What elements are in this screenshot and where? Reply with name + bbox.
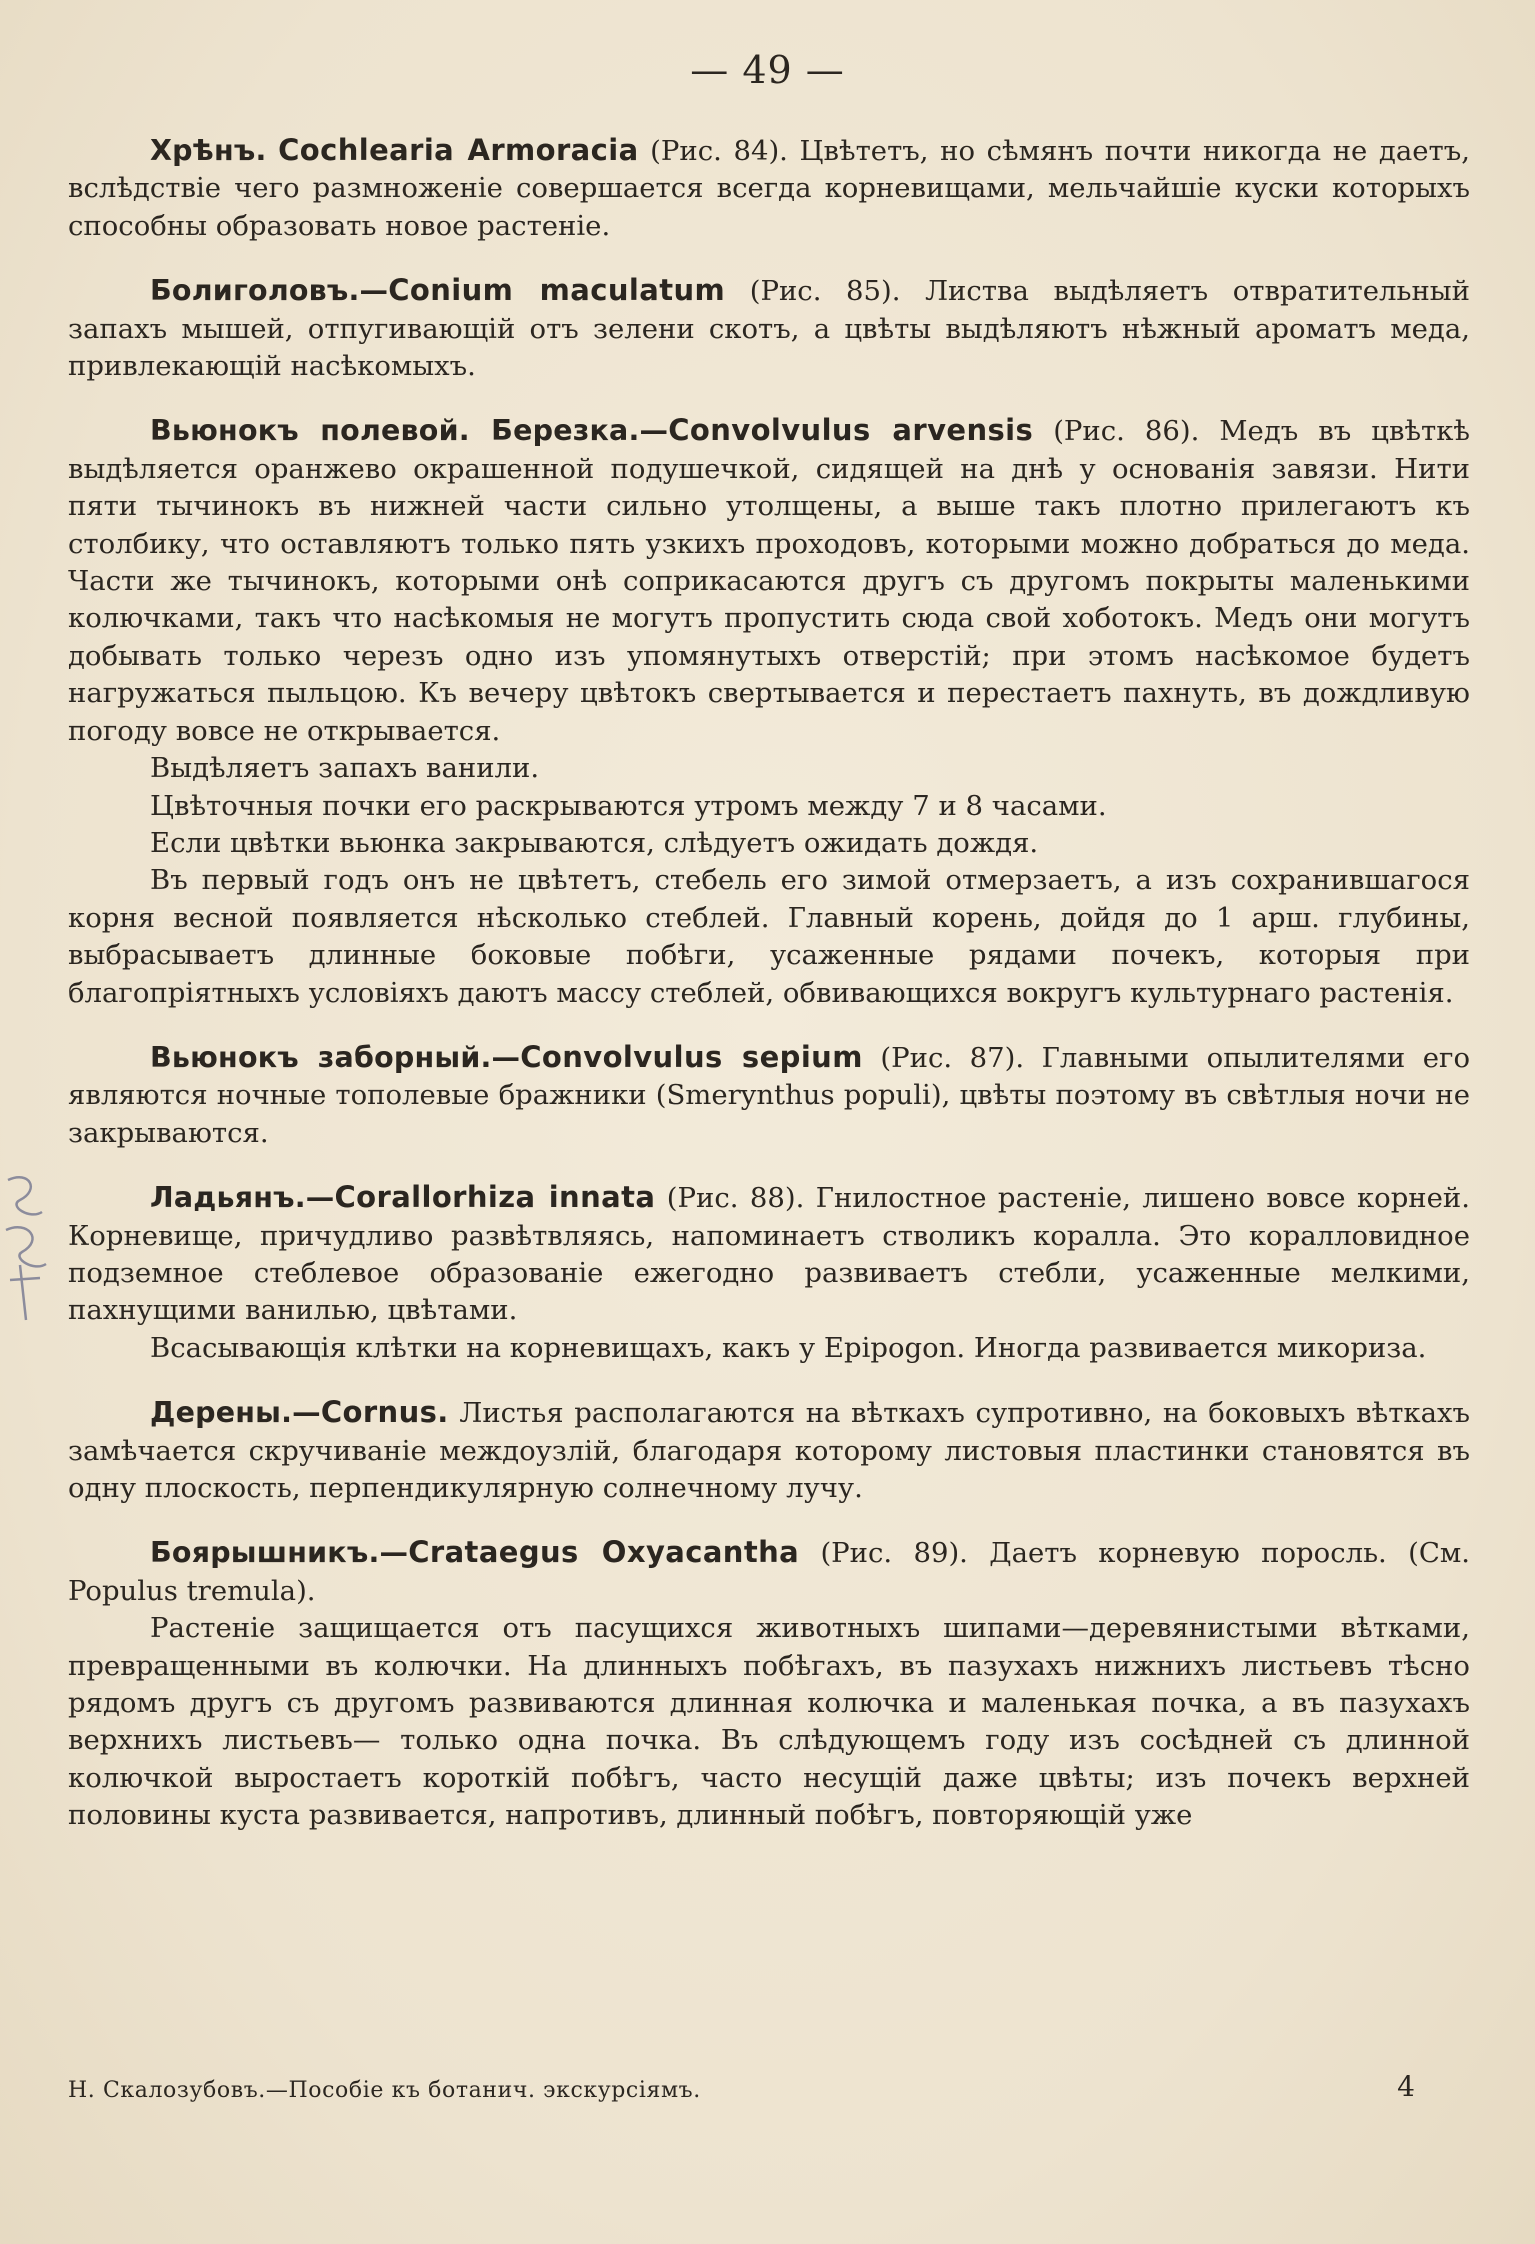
- entry-paragraph: Растеніе защищается отъ пасущихся животныхъ шипами—деревянистыми вѣтками, превращенными въ колючки. На длинныхъ побѣгахъ, въ пазухахъ нижнихъ листьевъ тѣсно рядомъ другъ съ другомъ развиваются длинная колючка и маленькая почка, а въ пазухахъ верхнихъ листьевъ— только одна почка. Въ слѣдующемъ году изъ сосѣдней съ длинной колючкой выростаетъ короткій побѣгъ, часто несущій даже цвѣты; изъ почекъ верхней половины куста развивается, напротивъ, длинный побѣгъ, повторяющій уже: [68, 1612, 1470, 1832]
- entry-text: (Рис. 89). Даетъ корневую поросль. (См. Populus tremula).: [68, 1537, 1470, 1607]
- entry-paragraph: Если цвѣтки вьюнка закрываются, слѣдуетъ ожидать дождя.: [150, 826, 1039, 859]
- signature-mark: 4: [1397, 2070, 1415, 2103]
- entry-title: Дерены.—: [150, 1396, 321, 1430]
- page-footer: Н. Скалозубовъ.—Пособіе къ ботанич. экскурсіямъ.: [68, 2078, 701, 2103]
- entry-vyunok-zaborny: [68, 1039, 1470, 1152]
- entry-title: Хрѣнъ.: [150, 134, 267, 167]
- entry-latin-name: Cochlearia Armoracia: [278, 133, 639, 167]
- entry-latin-name: Conium maculatum: [388, 273, 726, 308]
- page-content: [68, 132, 1470, 1862]
- entry-paragraph: Всасывающія клѣтки на корневищахъ, какъ у Epipogon. Иногда развивается микориза.: [150, 1331, 1427, 1364]
- entry-latin-name: Convolvulus arvensis: [668, 413, 1034, 448]
- entry-latin-name: Cornus.: [320, 1395, 449, 1430]
- entry-dereny: [68, 1394, 1470, 1507]
- page-number: — 49 —: [690, 48, 845, 92]
- entry-text: (Рис. 84). Цвѣтетъ, но сѣмянъ почти никогда не даетъ, вслѣдствіе чего размноженіе совершается всегда корневищами, мельчайшіе куски которыхъ способны образовать новое растеніе.: [68, 135, 1470, 242]
- entry-boligolov: [68, 272, 1470, 385]
- entry-title: Боярышникъ.—: [150, 1536, 409, 1570]
- entry-khren: [68, 132, 1470, 245]
- entry-title: Вьюнокъ заборный.—: [150, 1040, 521, 1074]
- entry-paragraph: Цвѣточныя почки его раскрываются утромъ между 7 и 8 часами.: [150, 789, 1107, 822]
- entry-ladyan: [68, 1179, 1470, 1367]
- entry-title: Ладьянъ.—: [150, 1181, 335, 1215]
- entry-text: Листья располагаются на вѣткахъ супротивно, на боковыхъ вѣткахъ замѣчается скручиваніе междоузлій, благодаря которому листовыя пластинки становятся въ одну плоскость, перпендикулярную солнечному лучу.: [68, 1397, 1470, 1504]
- entry-paragraph: Въ первый годъ онъ не цвѣтетъ, стебель его зимой отмерзаетъ, а изъ сохранившагося корня весной появляется нѣсколько стеблей. Главный корень, дойдя до 1 арш. глубины, выбрасываетъ длинные боковые побѣги, усаженные рядами почекъ, которыя при благопріятныхъ условіяхъ даютъ массу стеблей, обвивающихся вокругъ культурнаго растенія.: [68, 864, 1470, 1009]
- entry-boyaryshnik: [68, 1534, 1470, 1834]
- entry-text: (Рис. 85). Листва выдѣляетъ отвратительный запахъ мышей, отпугивающій отъ зелени скотъ, а цвѣты выдѣляютъ нѣжный ароматъ меда, привлекающій насѣкомыхъ.: [68, 275, 1471, 383]
- entry-paragraph: Выдѣляетъ запахъ ванили.: [150, 752, 540, 785]
- entry-title: Вьюнокъ полевой. Березка.—: [150, 414, 669, 448]
- entry-title: Болиголовъ.—: [150, 274, 389, 308]
- entry-text: (Рис. 87). Главными опылителями его являются ночные тополевые бражники (Smerynthus populi), цвѣты поэтому въ свѣтлыя ночи не закрываются.: [68, 1041, 1471, 1149]
- entry-text: (Рис. 88). Гнилостное растеніе, лишено вовсе корней. Корневище, причудливо развѣтвляясь, напоминаетъ стволикъ коралла. Это коралловидное подземное стеблевое образованіе ежегодно развиваетъ стебли, усаженные мелкими, пахнущими ванилью, цвѣтами.: [68, 1182, 1470, 1327]
- margin-pencil-marks: [0, 1160, 60, 1330]
- entry-latin-name: Convolvulus sepium: [520, 1039, 863, 1074]
- entry-vyunok-polevoy: [68, 412, 1470, 1012]
- entry-latin-name: Corallorhiza innata: [334, 1180, 656, 1215]
- entry-text: (Рис. 86). Медъ въ цвѣткѣ выдѣляется оранжево окрашенной подушечкой, сидящей на днѣ у основанія завязи. Нити пяти тычинокъ въ нижней части сильно утолщены, а выше такъ плотно прилегаютъ къ столбику, что оставляютъ только пять узкихъ проходовъ, которыми можно добраться до меда. Части же тычинокъ, которыми онѣ соприкасаются другъ съ другомъ покрыты маленькими колючками, такъ что насѣкомыя не могутъ пропустить сюда свой хоботокъ. Медъ они могутъ добывать только черезъ одно изъ упомянутыхъ отверстій; при этомъ насѣкомое будетъ нагружаться пыльцою. Къ вечеру цвѣтокъ свертывается и перестаетъ пахнуть, въ дождливую погоду вовсе не открывается.: [68, 415, 1471, 747]
- entry-latin-name: Crataegus Oxyacantha: [408, 1535, 800, 1570]
